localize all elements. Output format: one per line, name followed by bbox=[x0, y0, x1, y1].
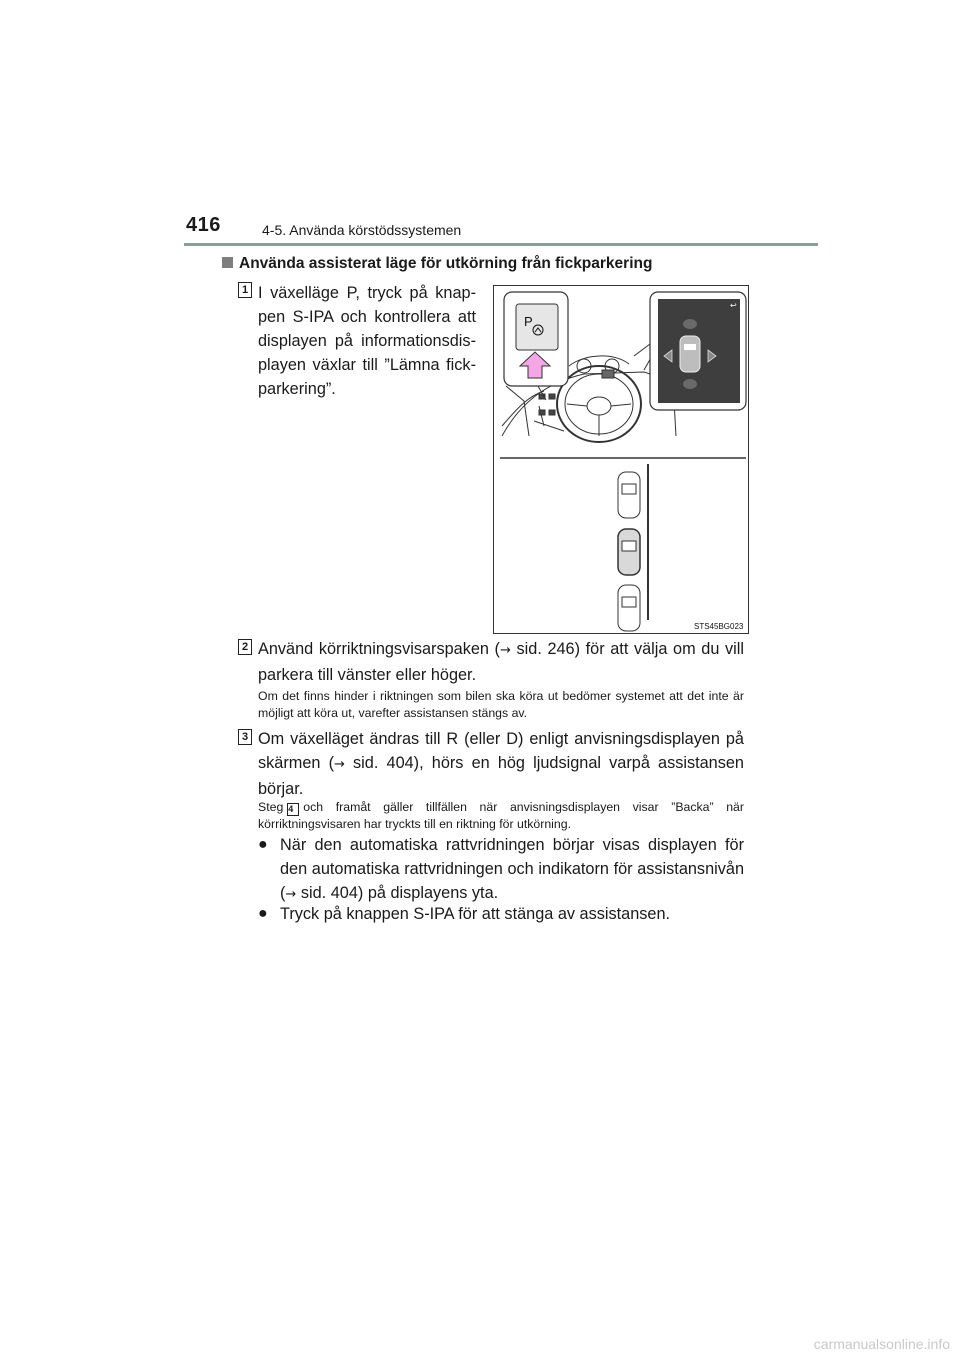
step-1-line: displayen på informationsdis- bbox=[258, 332, 476, 350]
step-1-text bbox=[258, 281, 476, 401]
reference-arrow-icon: → bbox=[499, 643, 511, 658]
reference-arrow-icon: → bbox=[334, 757, 345, 772]
step-3-text-part: sid. 404), hörs en hög ljudsignal varpå assistansen börjar. bbox=[258, 754, 744, 798]
bullet-1-text-part: sid. 404) på displayens yta. bbox=[296, 884, 499, 902]
section-heading bbox=[222, 255, 652, 273]
parked-cars bbox=[618, 472, 640, 631]
step-3-note-part: och framåt gäller tillfällen när anvisningsdisplayen visar ”Backa” när körriktningsvisaren har tryckts till en riktning för utkörning. bbox=[258, 800, 744, 831]
step-1-line: playen växlar till ”Lämna fick- bbox=[258, 356, 476, 374]
bullet-dot-icon: ● bbox=[258, 905, 268, 922]
step-2-text-part: Använd körriktningsvisarspaken ( bbox=[258, 640, 500, 658]
step-3-text bbox=[258, 727, 744, 801]
step-number-1: 1 bbox=[238, 282, 252, 298]
step-3-note bbox=[258, 799, 744, 833]
step-2-note: Om det finns hinder i riktningen som bilen ska köra ut bedömer systemet att det inte är möjligt att köra ut, varefter assistansen stängs av. bbox=[258, 689, 744, 720]
step-number-3: 3 bbox=[238, 729, 252, 745]
heading-square-icon bbox=[222, 257, 233, 268]
return-icon: ↩ bbox=[730, 301, 737, 310]
step-1-line: pen S-IPA och kontrollera att bbox=[258, 308, 476, 326]
bullet-1-text bbox=[280, 833, 744, 907]
step-3-note-part: Steg bbox=[258, 800, 284, 814]
section-title: 4-5. Använda körstödssystemen bbox=[262, 222, 462, 238]
step-1-line: parkering”. bbox=[258, 380, 336, 398]
bullet-1-text-part: När den automatiska rattvridningen börjar visas displayen för den automatiska rattvridningen och indikatorn för assistansnivån ( bbox=[280, 836, 744, 902]
s-ipa-button-callout bbox=[504, 292, 568, 386]
bullet-dot-icon: ● bbox=[258, 836, 268, 853]
step-3-text-part: Om växelläget ändras till R (eller D) enligt anvisningsdisplayen på skärmen ( bbox=[258, 730, 744, 772]
cockpit-and-parking-illustration bbox=[494, 286, 749, 634]
p-button-label: P bbox=[524, 314, 533, 329]
figure-code: STS45BG023 bbox=[694, 622, 744, 631]
watermark: carmanualsonline.info bbox=[813, 1336, 950, 1352]
heading-text: Använda assisterat läge för utkörning från fickparkering bbox=[239, 255, 653, 272]
bullet-2-text: Tryck på knappen S-IPA för att stänga av assistansen. bbox=[280, 905, 671, 923]
step-1-line: I växelläge P, tryck på knap- bbox=[258, 284, 476, 302]
reference-arrow-icon: → bbox=[285, 887, 297, 902]
step-2-text-part: sid. 246) för att välja om du vill parkera till vänster eller höger. bbox=[258, 640, 744, 684]
header-divider bbox=[184, 243, 818, 246]
step-2-text bbox=[258, 637, 744, 687]
info-display-callout bbox=[650, 292, 746, 410]
page-number: 416 bbox=[186, 214, 221, 236]
illustration bbox=[493, 285, 749, 634]
step-number-2: 2 bbox=[238, 639, 252, 655]
step-reference-box: 4 bbox=[287, 803, 299, 816]
car-icon bbox=[680, 336, 700, 372]
